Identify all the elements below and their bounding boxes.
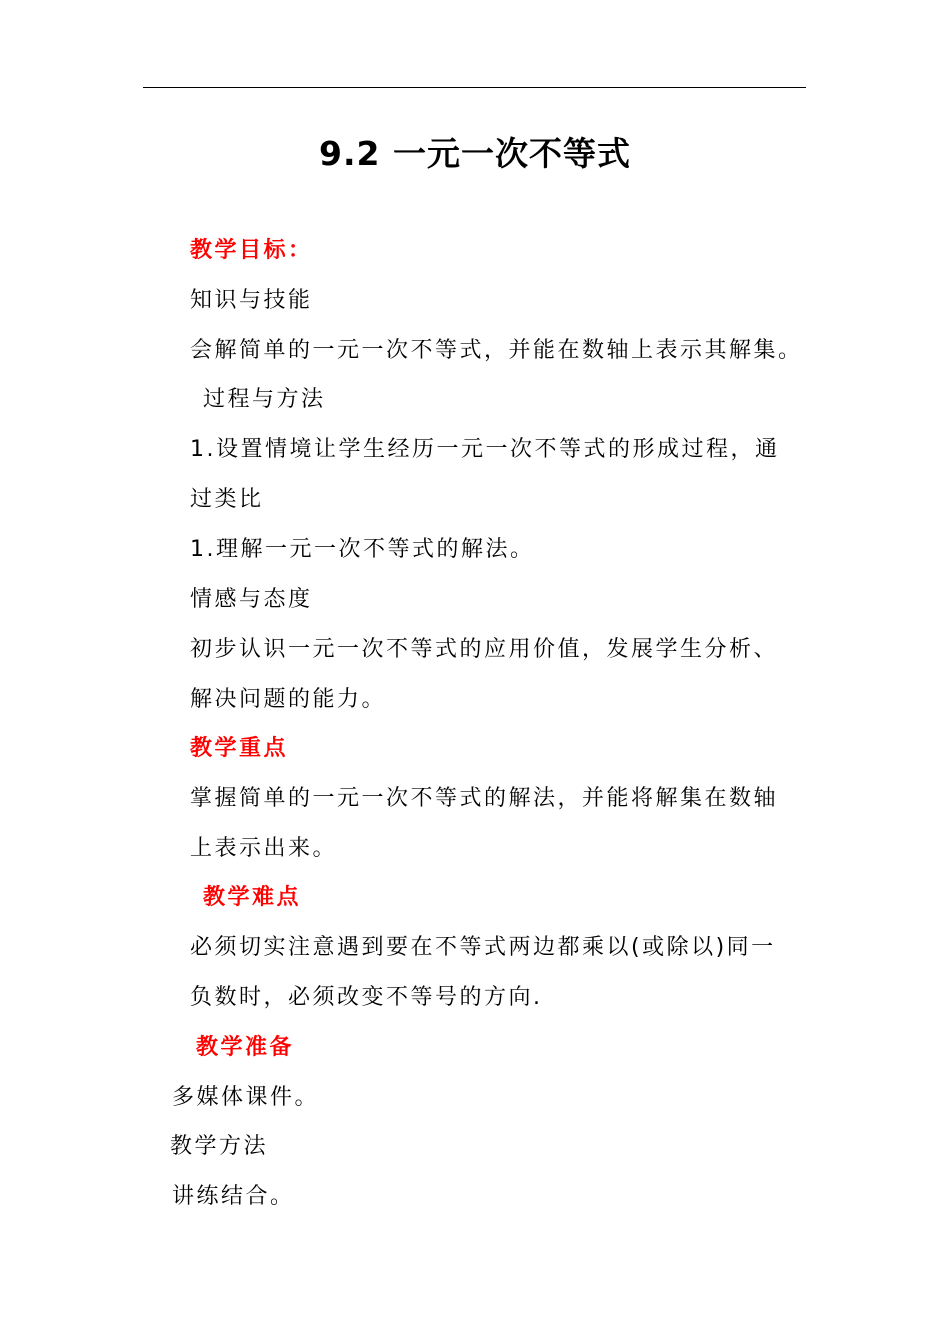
emotion-text-a: 初步认识一元一次不等式的应用价值，发展学生分析、 [190,637,779,662]
key-text-a: 掌握简单的一元一次不等式的解法，并能将解集在数轴 [190,786,779,811]
knowledge-text: 会解简单的一元一次不等式，并能在数轴上表示其解集。 [190,338,803,363]
method-text: 讲练结合。 [172,1184,295,1209]
process-item-1a: 1.设置情境让学生经历一元一次不等式的形成过程，通 [190,437,780,462]
process-heading: 过程与方法 [203,387,326,412]
process-item-2: 1.理解一元一次不等式的解法。 [190,537,535,562]
key-text-b: 上表示出来。 [190,836,338,861]
page-title: 9.2 一元一次不等式 [319,134,631,173]
emotion-text-b: 解决问题的能力。 [190,687,387,712]
difficulty-heading: 教学难点 [203,885,302,910]
key-heading: 教学重点 [190,736,289,761]
difficulty-text-a: 必须切实注意遇到要在不等式两边都乘以(或除以)同一 [190,935,776,960]
header-rule [143,87,806,88]
prep-heading: 教学准备 [196,1035,295,1060]
method-heading: 教学方法 [170,1134,269,1159]
knowledge-heading: 知识与技能 [190,288,313,313]
difficulty-text-b: 负数时，必须改变不等号的方向. [190,985,543,1010]
emotion-heading: 情感与态度 [190,587,313,612]
objectives-heading: 教学目标： [190,238,313,263]
prep-text: 多媒体课件。 [172,1085,320,1110]
process-item-1b: 过类比 [190,487,264,512]
